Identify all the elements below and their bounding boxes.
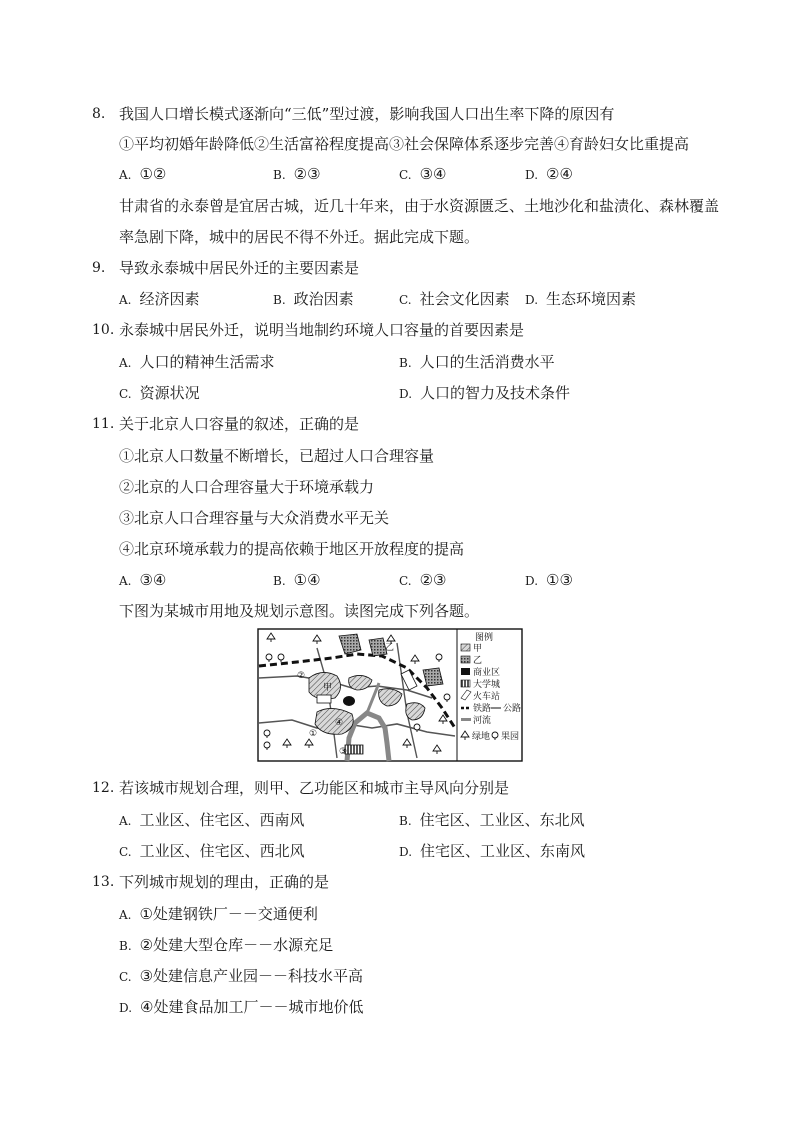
q11-item-1: ①北京人口数量不断增长，已超过人口合理容量 xyxy=(119,447,435,465)
q10-option-c[interactable] xyxy=(119,383,200,404)
option-text: 人口的智力及技术条件 xyxy=(420,384,571,402)
option-text: 工业区、住宅区、西南风 xyxy=(139,811,305,829)
option-text: ②③ xyxy=(419,571,447,589)
option-text: 资源状况 xyxy=(139,384,200,402)
option-text: ②处建大型仓库－－水源充足 xyxy=(139,936,334,954)
q12-option-d[interactable] xyxy=(399,841,585,862)
option-letter: C. xyxy=(399,168,412,182)
option-text: ①③ xyxy=(546,571,573,589)
q11-item-2: ②北京的人口合理容量大于环境承载力 xyxy=(119,478,375,496)
legend-title: 图例 xyxy=(475,633,494,643)
q8-number: 8. xyxy=(92,106,106,122)
legend-university: 大学城 xyxy=(473,680,501,690)
q12-option-c[interactable] xyxy=(119,841,305,862)
option-text: 政治因素 xyxy=(293,290,354,308)
q10-number: 10. xyxy=(92,322,115,338)
option-letter: D. xyxy=(399,845,413,859)
q10-option-d[interactable] xyxy=(399,383,570,404)
legend-green: 绿地 xyxy=(472,732,491,742)
city-landuse-map xyxy=(257,628,523,762)
legend-station: 火车站 xyxy=(473,692,501,702)
option-text: 人口的精神生活需求 xyxy=(139,353,275,371)
q13-option-d[interactable] xyxy=(119,997,363,1018)
option-text: 住宅区、工业区、东南风 xyxy=(420,842,586,860)
option-letter: B. xyxy=(273,574,286,588)
map-label-4: ④ xyxy=(335,718,344,728)
legend-jia: 甲 xyxy=(473,644,483,654)
option-letter: D. xyxy=(399,387,413,401)
option-letter: C. xyxy=(399,293,412,307)
option-letter: C. xyxy=(399,574,412,588)
map-label-1: ① xyxy=(309,729,318,739)
option-text: 社会文化因素 xyxy=(419,290,510,308)
q11-item-4: ④北京环境承载力的提高依赖于地区开放程度的提高 xyxy=(119,540,465,558)
option-letter: A. xyxy=(119,908,132,922)
option-text: 人口的生活消费水平 xyxy=(419,353,555,371)
option-text: 生态环境因素 xyxy=(546,290,637,308)
q8-stem: 我国人口增长模式逐渐向“三低”型过渡，影响我国人口出生率下降的原因有 xyxy=(119,105,615,123)
q12-stem: 若该城市规划合理，则甲、乙功能区和城市主导风向分别是 xyxy=(119,779,510,797)
option-letter: D. xyxy=(119,1001,133,1015)
q11-option-b[interactable] xyxy=(273,570,321,591)
q9-option-d[interactable] xyxy=(525,289,636,310)
option-letter: D. xyxy=(525,574,539,588)
q11-option-a[interactable] xyxy=(119,570,166,591)
q9-option-b[interactable] xyxy=(273,289,354,310)
q10-option-b[interactable] xyxy=(399,352,555,373)
option-letter: B. xyxy=(119,939,132,953)
option-letter: B. xyxy=(273,293,286,307)
q10-option-a[interactable] xyxy=(119,352,275,373)
q13-option-c[interactable] xyxy=(119,966,363,987)
legend-river: 河流 xyxy=(473,716,492,726)
option-text: ③处建信息产业园－－科技水平高 xyxy=(139,967,364,985)
q12-number: 12. xyxy=(92,780,115,796)
option-text: ③④ xyxy=(139,571,167,589)
q11-option-d[interactable] xyxy=(525,570,573,591)
q9-number: 9. xyxy=(92,260,106,276)
q9-option-a[interactable] xyxy=(119,289,200,310)
q10-stem: 永泰城中居民外迁，说明当地制约环境人口容量的首要因素是 xyxy=(119,321,525,339)
option-letter: A. xyxy=(119,293,132,307)
q8-option-d[interactable] xyxy=(525,164,573,185)
option-letter: B. xyxy=(399,814,412,828)
q9-option-c[interactable] xyxy=(399,289,510,310)
q11-item-3: ③北京人口合理容量与大众消费水平无关 xyxy=(119,509,390,527)
option-text: 工业区、住宅区、西北风 xyxy=(139,842,305,860)
option-text: ①④ xyxy=(293,571,321,589)
q11-stem: 关于北京人口容量的叙述，正确的是 xyxy=(119,415,360,433)
option-text: ③④ xyxy=(419,165,447,183)
option-letter: C. xyxy=(119,387,132,401)
option-letter: B. xyxy=(399,356,412,370)
map-label-3: ③ xyxy=(339,747,348,757)
option-letter: A. xyxy=(119,574,132,588)
q13-option-b[interactable] xyxy=(119,935,333,956)
q13-number: 13. xyxy=(92,874,115,890)
q13-option-a[interactable] xyxy=(119,904,318,925)
option-letter: A. xyxy=(119,356,132,370)
q9-stem: 导致永泰城中居民外迁的主要因素是 xyxy=(119,259,360,277)
q11-option-c[interactable] xyxy=(399,570,446,591)
legend-orchard: 果园 xyxy=(501,732,520,742)
q12-option-b[interactable] xyxy=(399,810,585,831)
option-letter: A. xyxy=(119,814,132,828)
q13-stem: 下列城市规划的理由，正确的是 xyxy=(119,873,330,891)
intro1-line1: 甘肃省的永泰曾是宜居古城，近几十年来，由于水资源匮乏、土地沙化和盐渍化、森林覆盖 xyxy=(119,197,720,215)
option-text: ①处建钢铁厂－－交通便利 xyxy=(139,905,318,923)
map-label-yi: 乙 xyxy=(385,643,395,653)
q11-number: 11. xyxy=(92,416,115,432)
map-label-jia: 甲 xyxy=(323,683,333,693)
q12-option-a[interactable] xyxy=(119,810,305,831)
option-letter: D. xyxy=(525,168,539,182)
q8-option-a[interactable] xyxy=(119,164,166,185)
option-text: ②③ xyxy=(293,165,321,183)
option-text: ②④ xyxy=(546,165,573,183)
map-label-2: ② xyxy=(297,671,306,681)
legend-yi: 乙 xyxy=(473,656,483,666)
option-text: 经济因素 xyxy=(139,290,200,308)
option-text: 住宅区、工业区、东北风 xyxy=(419,811,585,829)
q8-option-c[interactable] xyxy=(399,164,446,185)
intro1-line2: 率急剧下降，城中的居民不得不外迁。据此完成下题。 xyxy=(119,228,480,246)
option-letter: C. xyxy=(119,970,132,984)
option-letter: C. xyxy=(119,845,132,859)
option-text: ④处建食品加工厂－－城市地价低 xyxy=(140,998,364,1016)
q8-items: ①平均初婚年龄降低②生活富裕程度提高③社会保障体系逐步完善④育龄妇女比重提高 xyxy=(119,135,690,153)
option-letter: A. xyxy=(119,168,132,182)
legend-railway: 铁路 xyxy=(473,704,492,714)
legend-business: 商业区 xyxy=(473,668,501,678)
intro2-text: 下图为某城市用地及规划示意图。读图完成下列各题。 xyxy=(119,602,480,620)
option-letter: D. xyxy=(525,293,539,307)
option-letter: B. xyxy=(273,168,286,182)
legend-road: 公路 xyxy=(503,704,522,714)
q8-option-b[interactable] xyxy=(273,164,321,185)
option-text: ①② xyxy=(139,165,167,183)
